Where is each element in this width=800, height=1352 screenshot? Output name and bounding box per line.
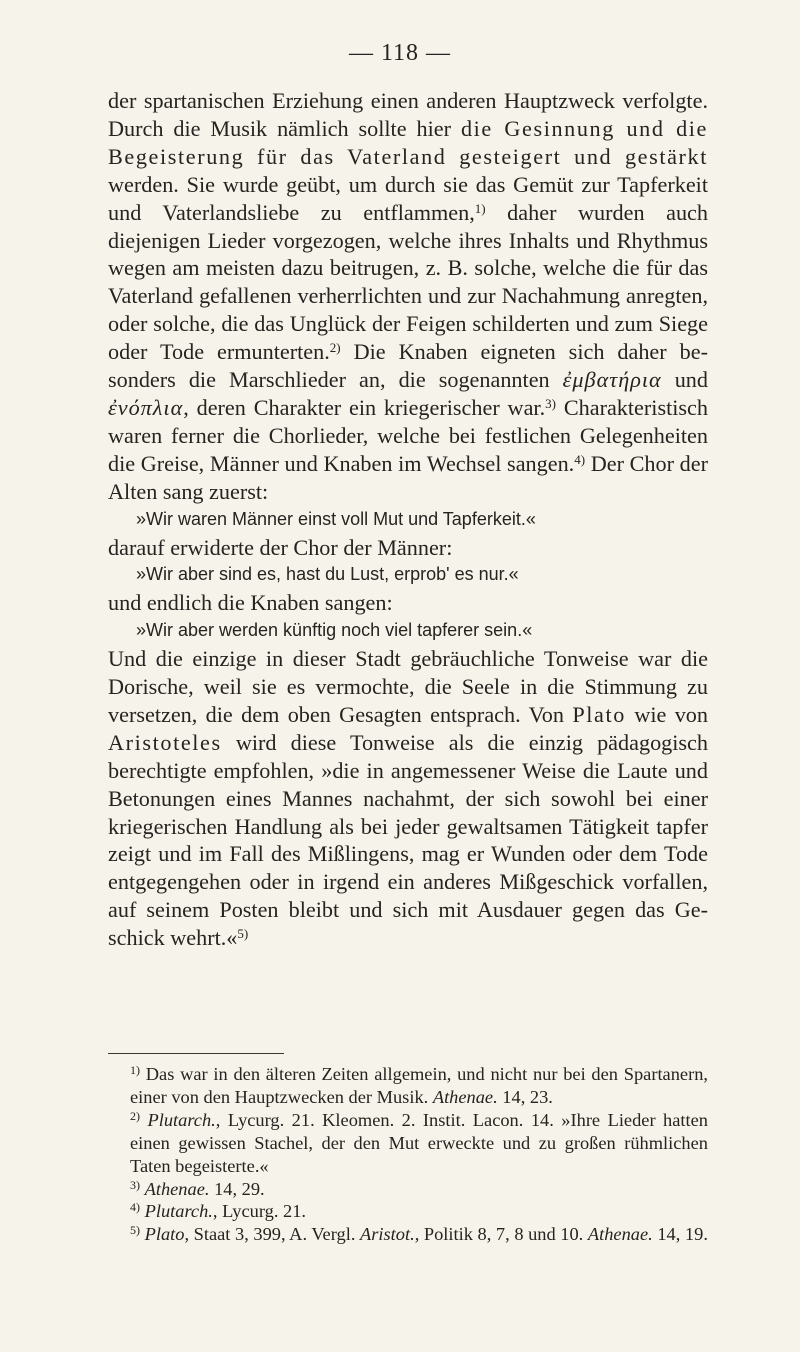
paragraph-dorian-mode: Und die einzige in dieser Stadt gebräuchliche Tonweise war die Dorische, weil sie es vermochte, die Seele in die Stimmung zu versetzen, die dem oben Gesagten entsprach. Von Plato wie von Aristoteles wird diese Tonweise als die einzig pädagogisch berechtigte empfohlen, »die in angemessener Weise die Laute und Betonungen eines Mannes nachahmt, der sich sowohl bei einer kriegerischen Handlung als bei jeder gewaltsamen Tätigkeit tapfer zeigt und im Fall des Mißlingens, mag er Wunden oder dem Tode entgegengehen oder in irgend ein anderes Mißgeschick vorfallen, auf seinem Posten bleibt und sich mit Ausdauer gegen das Geschick wehrt.«$^{5)}$ [108, 646, 708, 951]
name-plato: Plato [572, 701, 626, 727]
footnote-ref-5[interactable]: 5) [237, 926, 249, 942]
paragraph-boys-sang: und endlich die Knaben sangen: [108, 590, 393, 616]
main-text [108, 87, 708, 952]
footnote-ref-4[interactable]: 4) [574, 451, 586, 467]
page-number: — 118 — [348, 40, 452, 66]
footnote-2: $^{2)}$ Plutarch., Lycurg. 21. Kleomen. 2. Instit. Lacon. 14. »Ihre Lieder hatten einen gewissen Stachel, der den Mut erweckte und zu großen rühmlichen Taten begeisterte.« [130, 1108, 708, 1176]
footnote-ref-1[interactable]: 1) [474, 200, 486, 216]
footnotes [108, 1063, 708, 1246]
quote-men: »Wir aber sind es, hast du Lust, erprob' es nur.« [136, 564, 519, 585]
footnote-4: $^{4)}$ Plutarch., Lycurg. 21. [130, 1200, 307, 1222]
name-aristoteles: Aristoteles [108, 729, 222, 755]
greek-term-embateria: ἐμβατήρια [562, 367, 662, 393]
paragraph-men-reply: darauf erwiderte der Chor der Männer: [108, 534, 453, 560]
footnote-3: $^{3)}$ Athenae. 14, 29. [130, 1177, 265, 1199]
quote-old-men: »Wir waren Männer einst voll Mut und Tapferkeit.« [136, 508, 536, 529]
footnote-ref-2[interactable]: 2) [329, 340, 341, 356]
footnote-5: $^{5)}$ Plato, Staat 3, 399, A. Vergl. Aristot., Politik 8, 7, 8 und 10. Athenae. 14, 19. [130, 1223, 708, 1245]
footnote-divider [108, 1053, 284, 1054]
footnote-1: $^{1)}$ Das war in den älteren Zeiten allgemein, und nicht nur bei den Spartanern, einer von den Hauptzwecken der Musik. Athenae. 14, 23. [130, 1063, 708, 1107]
emphasis-spaced: die Gesinnung und die Begeisterung für das Vaterland gesteigert und gestärkt [108, 115, 708, 169]
footnote-ref-3[interactable]: 3) [545, 395, 556, 411]
paragraph-spartan-music: der spartanischen Erziehung einen anderen Hauptzweck verfolgte. Durch die Musik nämlich sollte hier die Gesinnung und die Begeisterung für das Vaterland gesteigert und gestärkt werden. Sie wurde geübt, um durch sie das Gemüt zur Tapferkeit und Vaterlandsliebe zu entflammen,$^{1)}$ daher wurden auch diejenigen Lieder vorgezogen, welche ihres Inhalts und Rhythmus wegen am meisten dazu beitrugen, z. B. solche, welche die für das Vaterland gefallenen verherrlichten und zur Nachahmung anregten, oder solche, die das Unglück der Feigen schilderten und zum Siege oder Tode ermunterten.$^{2)}$ Die Knaben eigneten sich daher besonders die Marschlieder an, die sogenannten ἐμβατήρια und ἐνόπλια, deren Charakter ein kriegerischer war.$^{3)}$ Charakteristisch waren ferner die Chorlieder, welche bei festlichen Gelegenheiten die Greise, Männer und Knaben im Wechsel sangen.$^{4)}$ Der Chor der Alten sang zuerst: [108, 88, 709, 504]
greek-term-enoplia: ἐνόπλια [108, 394, 184, 420]
quote-boys: »Wir aber werden künftig noch viel tapferer sein.« [136, 620, 533, 641]
